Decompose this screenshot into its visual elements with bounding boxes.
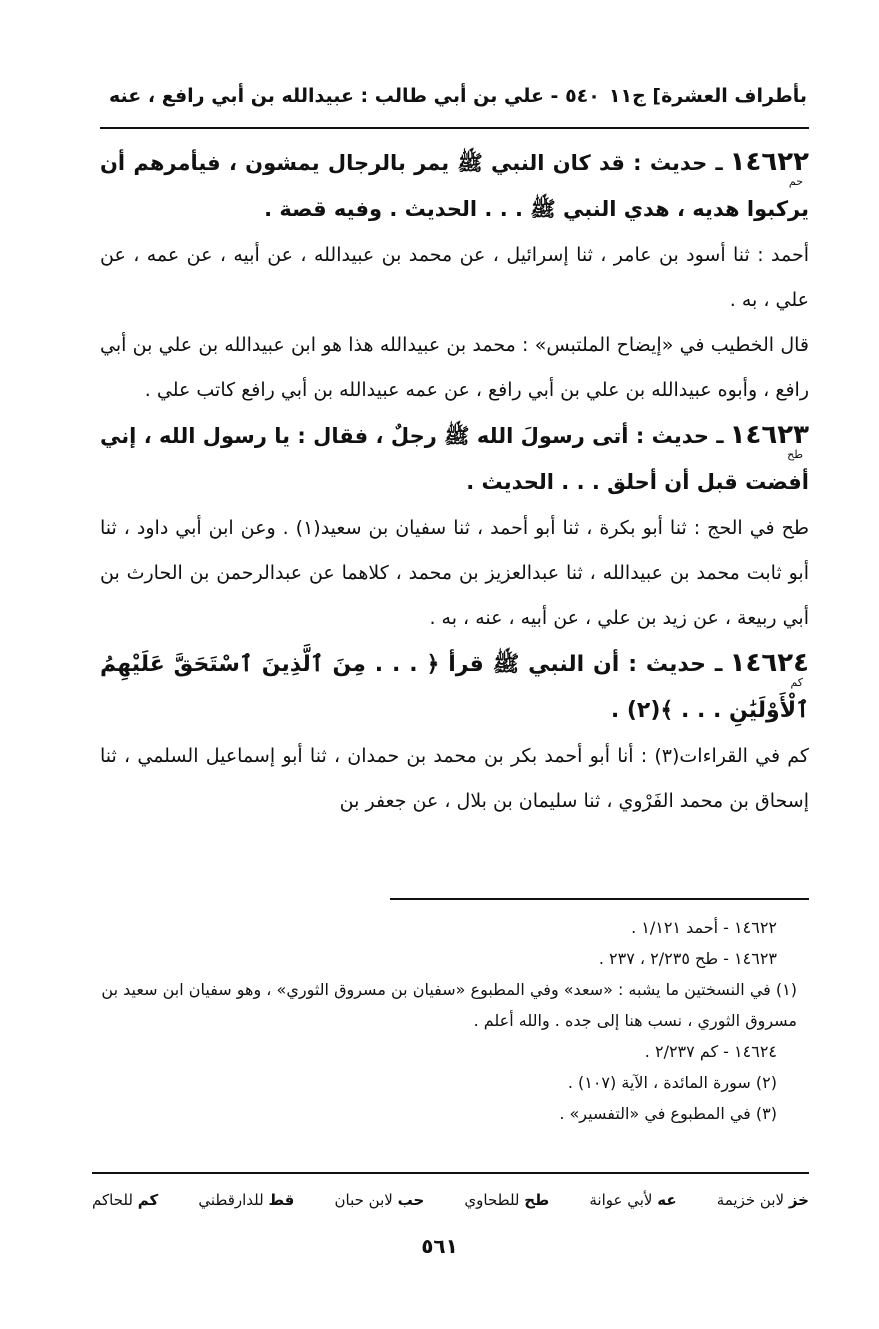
hadith-text: ـ حديث : أتى رسولَ الله ﷺ رجلٌ ، فقال : يا رسول الله ، إني أفضت قبل أن أحلق . . . الحديث . [100,424,809,494]
header-rule [100,127,809,129]
hadith-heading [100,641,809,734]
legend-code: طح [524,1191,550,1209]
main-text [100,140,809,824]
legend-item [717,1191,809,1209]
legend-label: لابن حبان [334,1191,393,1209]
footnote-rule [390,898,809,900]
footnotes [92,912,809,1129]
legend-item [589,1191,676,1209]
legend-item [335,1191,425,1209]
abbreviation-legend [92,1180,809,1220]
hadith-text: ـ حديث : أن النبي ﷺ قرأ ﴿ . . . مِنَ ٱلَّذِينَ ٱسْتَحَقَّ عَلَيْهِمُ ٱلْأَوْلَيَٰنِ . . . ﴾(٢) . [100,652,809,723]
hadith-number: ١٤٦٢٤ [729,648,809,678]
commentary-paragraph: قال الخطيب في «إيضاح الملتبس» : محمد بن عبيدالله هذا هو ابن عبيدالله بن علي بن أبي رافع ، وأبوه عبيدالله بن علي بن أبي رافع ، عن عمه عبيدالله بن أبي رافع كاتب علي . [100,334,809,401]
legend-label: للدارقطني [198,1191,264,1209]
hadith-entry-14624 [100,641,809,824]
legend-label: لابن خزيمة [716,1191,785,1209]
hadith-entry-14623 [100,413,809,641]
footnote: ١٤٦٢٤ - كم ٢/٢٣٧ . [644,1042,777,1061]
legend-label: للحاكم [92,1191,133,1209]
hadith-number: ١٤٦٢٢ [729,147,809,177]
legend-item [464,1191,549,1209]
hadith-entry-14622 [100,140,809,413]
legend-label: للطحاوي [464,1191,520,1209]
isnad-paragraph: طح في الحج : ثنا أبو بكرة ، ثنا أبو أحمد ، ثنا سفيان بن سعيد(١) . وعن ابن أبي داود ، ثنا أبو ثابت محمد بن عبيدالله ، ثنا عبدالعزيز بن محمد ، كلاهما عن عبدالرحمن بن الحارث بن أبي ربيعة ، عن زيد بن علي ، عن أبيه ، عنه ، به . [100,517,809,629]
header-volume: بأطراف العشرة] ج١١ [608,85,807,107]
legend-label: لأبي عوانة [589,1191,653,1209]
footnote: (١) في النسختين ما يشبه : «سعد» وفي المطبوع «سفيان بن مسروق الثوري» ، وهو سفيان ابن سعيد بن مسروق الثوري ، نسب هنا إلى جده . والله أعلم . [101,980,797,1030]
legend-code: حب [397,1191,425,1209]
legend-item [92,1191,158,1209]
isnad-paragraph: كم في القراءات(٣) : أنا أبو أحمد بكر بن محمد بن حمدان ، ثنا أبو إسماعيل السلمي ، ثنا إسحاق بن محمد الفَرْوي ، ثنا سليمان بن بلال ، عن جعفر بن [100,745,809,812]
legend-code: كم [137,1191,159,1209]
hadith-number: ١٤٦٢٣ [729,420,809,450]
source-code: طح [787,448,803,461]
legend-item [198,1191,294,1209]
footnote: (٢) سورة المائدة ، الآية (١٠٧) . [567,1073,777,1092]
running-header [100,78,807,114]
legend-code: عه [657,1191,677,1209]
hadith-text: ـ حديث : قد كان النبي ﷺ يمر بالرجال يمشون ، فيأمرهم أن يركبوا هديه ، هدي النبي ﷺ . . . الحديث . وفيه قصة . [100,151,809,221]
footnote: ١٤٦٢٣ - طح ٢/٢٣٥ ، ٢٣٧ . [598,949,777,968]
isnad-paragraph: أحمد : ثنا أسود بن عامر ، ثنا إسرائيل ، عن محمد بن عبيدالله ، عن أبيه ، عن عمه ، عن علي ، به . [100,244,809,311]
footnote: (٣) في المطبوع في «التفسير» . [559,1104,777,1123]
header-title: ٥٤٠ - علي بن أبي طالب : عبيدالله بن أبي رافع ، عنه [109,85,600,107]
footnote: ١٤٦٢٢ - أحمد ١/١٢١ . [631,918,777,937]
legend-code: خز [788,1191,809,1209]
legend-code: قط [268,1191,295,1209]
hadith-heading [100,140,809,233]
page-number: ٥٦١ [421,1234,458,1258]
hadith-heading [100,413,809,506]
source-code: حم [788,175,803,188]
source-code: كم [790,676,803,689]
